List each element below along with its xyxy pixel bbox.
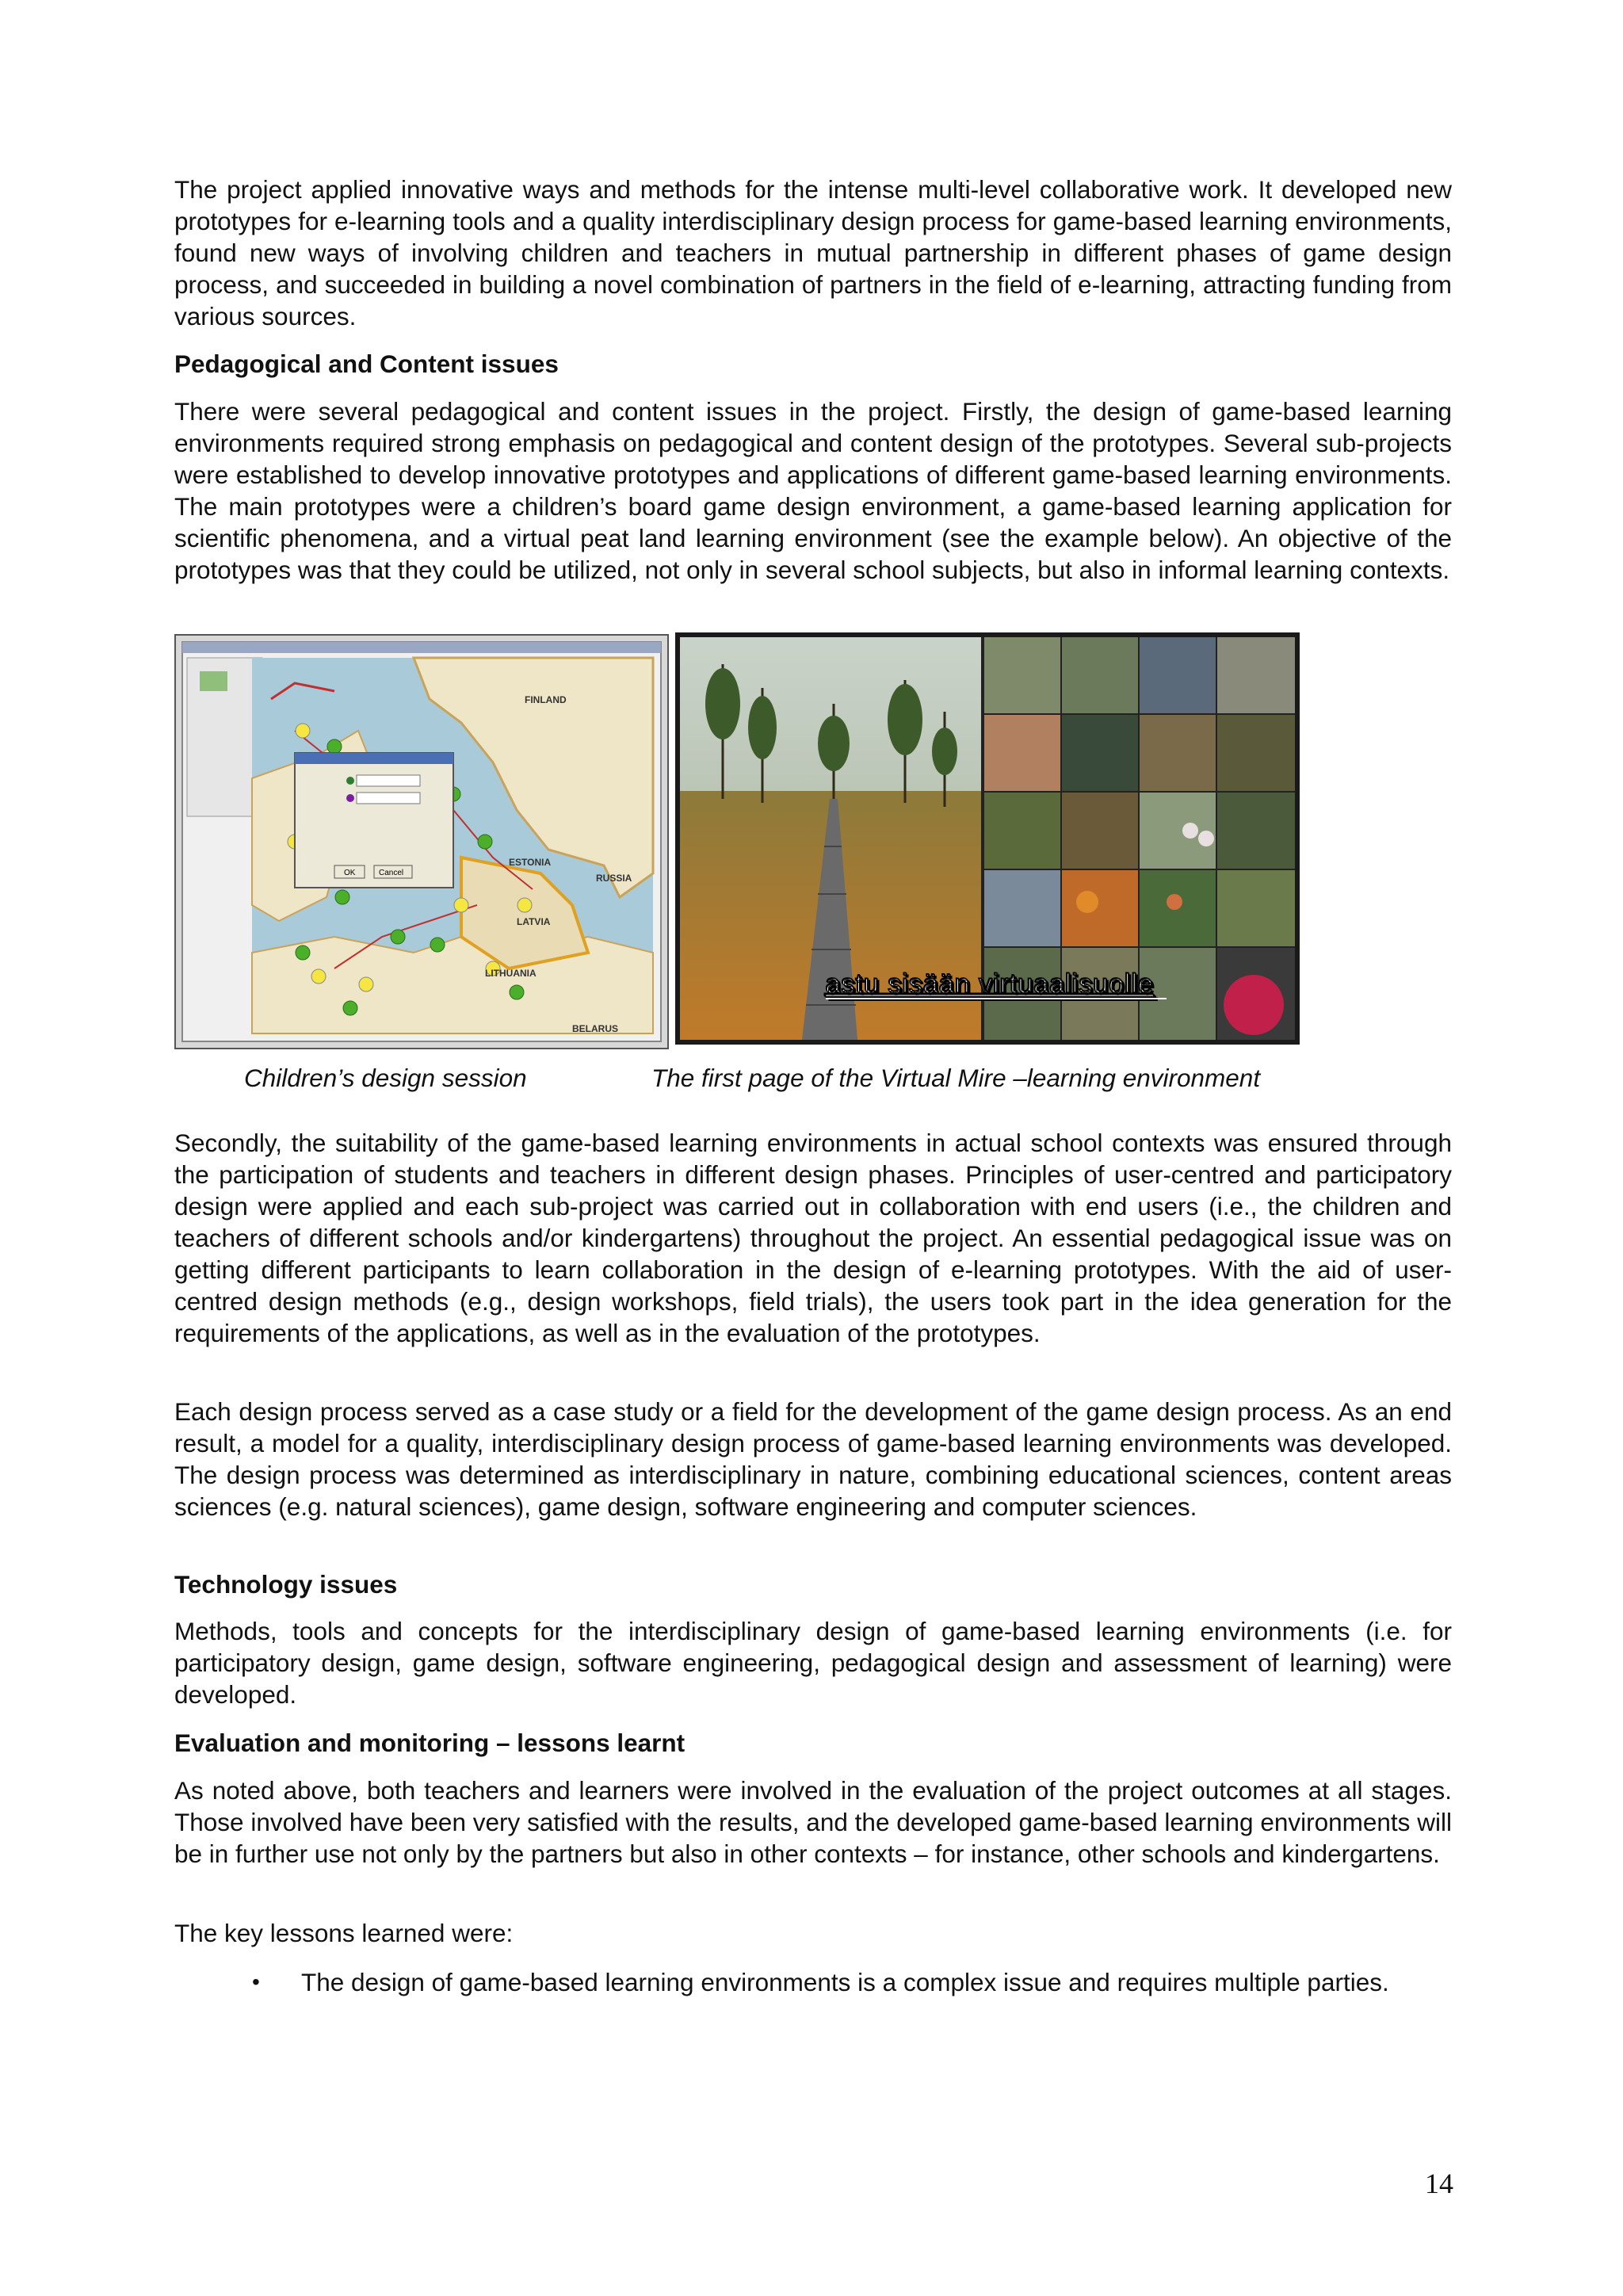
virtual-mire-image [675,632,1300,1045]
map-dialog [295,753,453,888]
paragraph-secondly: Secondly, the suitability of the game-based learning environments in actual school contexts was ensured through the participation of students and teachers in different design phases. Principles of user-centred and participatory design were applied and each sub-project was carried out in collaboration with end users (i.e., the children and teachers of different schools and/or kindergartens) throughout the project. An essential pedagogical issue was on getting different participants to learn collaboration in the design of e-learning prototypes. With the aid of user-centred design methods (e.g., design workshops, field trials), the users took part in the idea generation for the requirements of the applications, as well as in the evaluation of the prototypes. [174,1129,1452,1347]
paragraph-intro: The project applied innovative ways and methods for the intense multi-level collaborative work. It developed new prototypes for e-learning tools and a quality interdisciplinary design process for game-based learning environments, found new ways of involving children and teachers in mutual partnership in different phases of game design process, and succeeded in building a novel combination of partners in the field of e-learning, attracting funding from various sources. [174,175,1452,330]
dialog-ok-label: OK [344,869,356,877]
map-label-estonia: ESTONIA [509,857,552,868]
paragraph-key-lessons: The key lessons learned were: [174,1919,514,1947]
page-number: 14 [1425,2168,1453,2199]
bullet-icon: • [252,1969,260,1994]
virtual-mire-overlay-text: astu sisään virtuaalisuolle [826,969,1155,999]
heading-technology: Technology issues [174,1570,398,1599]
paragraph-pedagogical: There were several pedagogical and content issues in the project. Firstly, the design of game-based learning environments required strong emphasis on pedagogical and content design of the prototypes. Several sub-projects were established to develop innovative prototypes and applications of different game-based learning environments. The main prototypes were a children’s board game design environment, a game-based learning application for scientific phenomena, and a virtual peat land learning environment (see the example below). An objective of the prototypes was that they could be utilized, not only in several school subjects, but also in informal learning contexts. [174,397,1452,584]
heading-pedagogical: Pedagogical and Content issues [174,350,559,378]
paragraph-evaluation: As noted above, both teachers and learners were involved in the evaluation of the project outcomes at all stages. Those involved have been very satisfied with the results, and the developed game-based learning environments will be in further use not only by the partners but also in other contexts – for instance, other schools and kindergartens. [174,1776,1452,1868]
map-label-lithuania: LITHUANIA [485,968,537,979]
map-label-russia: RUSSIA [596,873,632,884]
figure-design-session [174,634,669,1049]
caption-virtual-mire: The first page of the Virtual Mire –learning environment [651,1064,1261,1092]
heading-evaluation: Evaluation and monitoring – lessons learnt [174,1729,685,1757]
map-label-finland: FINLAND [525,694,567,705]
paragraph-technology: Methods, tools and concepts for the interdisciplinary design of game-based learning environments (i.e. for participatory design, game design, software engineering, pedagogical design and assessment of learning) were developed. [174,1617,1452,1709]
figure-virtual-mire [675,632,1300,1045]
caption-design-session: Children’s design session [244,1064,527,1092]
list-item: • The design of game-based learning environments is a complex issue and requires multiple parties. [252,1968,1389,1996]
map-label-latvia: LATVIA [517,916,551,927]
lessons-list [174,1966,1452,1998]
map-screenshot-image [176,636,667,1048]
paragraph-each: Each design process served as a case study or a field for the development of the game design process. As an end result, a model for a quality, interdisciplinary design process of game-based learning environments was developed. The design process was determined as interdisciplinary in nature, combining educational sciences, content areas sciences (e.g. natural sciences), game design, software engineering and computer sciences. [174,1397,1452,1521]
map-label-belarus: BELARUS [572,1023,619,1034]
dialog-cancel-label: Cancel [379,869,404,877]
